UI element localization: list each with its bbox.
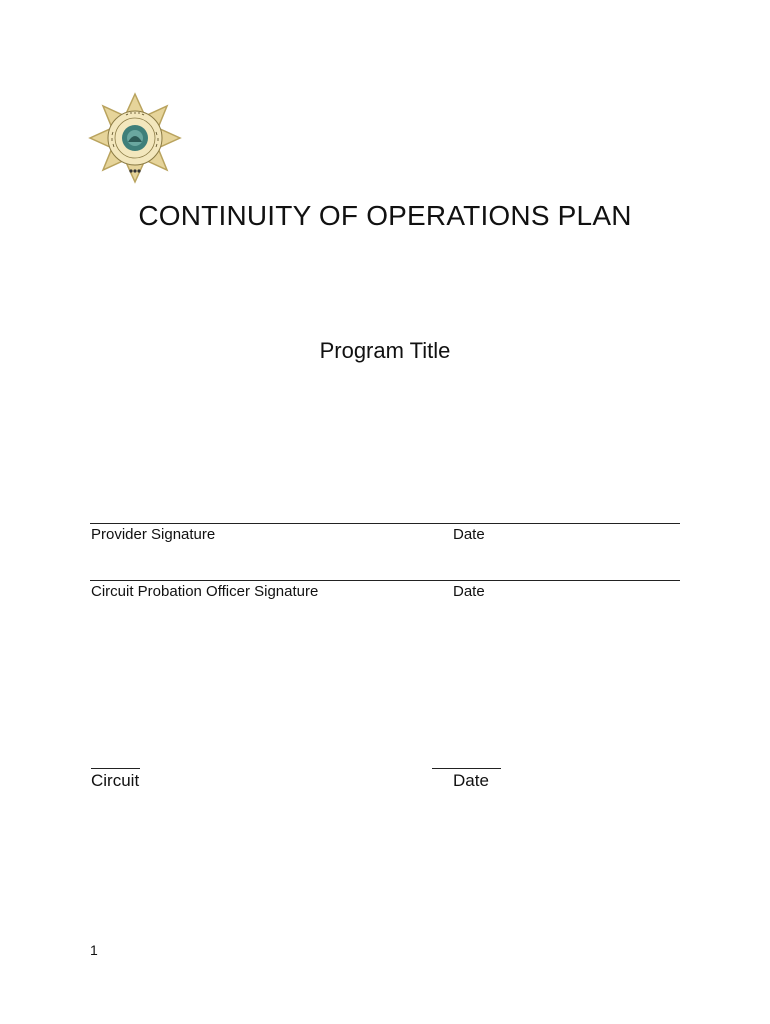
circuit-blank-line	[91, 768, 140, 769]
sheriff-star-badge-icon	[88, 92, 182, 184]
officer-date-label: Date	[453, 583, 485, 600]
program-title: Program Title	[319, 338, 451, 363]
page-number: 1	[90, 942, 98, 958]
officer-signature-label: Circuit Probation Officer Signature	[91, 583, 319, 600]
officer-signature-line	[90, 580, 680, 581]
circuit-label: Circuit	[91, 771, 140, 790]
circuit-date-blank-line	[432, 768, 501, 769]
circuit-date-label: Date	[453, 771, 489, 790]
provider-date-label: Date	[453, 526, 485, 543]
provider-signature-label: Provider Signature	[91, 526, 216, 543]
document-title: CONTINUITY OF OPERATIONS PLAN	[138, 200, 632, 231]
provider-signature-line	[90, 523, 680, 524]
